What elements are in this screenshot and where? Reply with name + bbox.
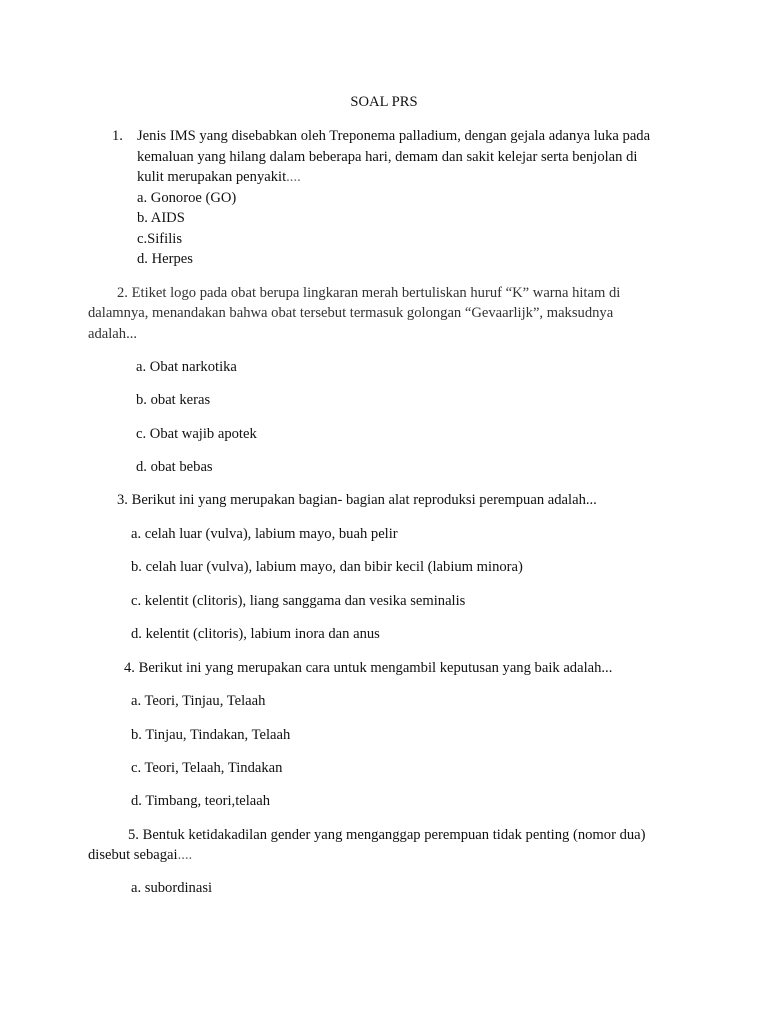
question-1-ellipsis: .... xyxy=(286,169,301,185)
question-3-option-d: d. kelentit (clitoris), labium inora dan anus xyxy=(131,626,380,642)
question-1 xyxy=(137,126,650,270)
question-2-option-a: a. Obat narkotika xyxy=(136,359,237,375)
question-1-number: 1. xyxy=(112,128,123,144)
question-4-option-b: b. Tinjau, Tindakan, Telaah xyxy=(131,727,291,743)
page-title: SOAL PRS xyxy=(350,94,418,110)
question-4-option-c: c. Teori, Telaah, Tindakan xyxy=(131,760,283,776)
question-3-option-a: a. celah luar (vulva), labium mayo, buah pelir xyxy=(131,526,398,542)
question-5-ellipsis: .... xyxy=(177,847,193,863)
question-2-option-d: d. obat bebas xyxy=(136,459,213,475)
question-2-line-1: 2. Etiket logo pada obat berupa lingkaran merah bertuliskan huruf “K” warna hitam di xyxy=(117,285,621,301)
question-4-option-a: a. Teori, Tinjau, Telaah xyxy=(131,693,266,709)
question-1-line-3 xyxy=(137,167,650,188)
question-5-option-a: a. subordinasi xyxy=(131,880,213,896)
question-3-option-c: c. kelentit (clitoris), liang sanggama dan vesika seminalis xyxy=(131,593,466,609)
question-4-option-d: d. Timbang, teori,telaah xyxy=(131,793,271,809)
question-2-line-3: adalah... xyxy=(88,326,138,342)
question-1-option-d: d. Herpes xyxy=(137,251,193,267)
question-5-line-2 xyxy=(88,845,192,865)
question-2-option-b: b. obat keras xyxy=(136,392,211,408)
question-1-option-a: a. Gonoroe (GO) xyxy=(137,189,237,206)
question-5-line-1: 5. Bentuk ketidakadilan gender yang menganggap perempuan tidak penting (nomor dua) xyxy=(128,827,646,843)
question-1-option-b: b. AIDS xyxy=(137,210,185,226)
question-1-line-3-text: kulit merupakan penyakit xyxy=(137,169,287,185)
question-4-line-1: 4. Berikut ini yang merupakan cara untuk mengambil keputusan yang baik adalah... xyxy=(124,660,613,676)
question-1-option-c: c.Sifilis xyxy=(137,230,182,247)
question-3-line-1: 3. Berikut ini yang merupakan bagian- bagian alat reproduksi perempuan adalah... xyxy=(117,492,597,508)
question-2-option-c: c. Obat wajib apotek xyxy=(136,426,257,442)
question-3-option-b: b. celah luar (vulva), labium mayo, dan bibir kecil (labium minora) xyxy=(131,559,523,575)
question-1-line-2: kemaluan yang hilang dalam beberapa hari, demam dan sakit kelejar serta benjolan di xyxy=(137,148,638,165)
question-1-line-1: Jenis IMS yang disebabkan oleh Treponema palladium, dengan gejala adanya luka pada xyxy=(137,128,651,144)
question-2-line-2: dalamnya, menandakan bahwa obat tersebut termasuk golongan “Gevaarlijk”, maksudnya xyxy=(88,305,614,321)
question-5-line-2-text: disebut sebagai xyxy=(88,847,178,863)
